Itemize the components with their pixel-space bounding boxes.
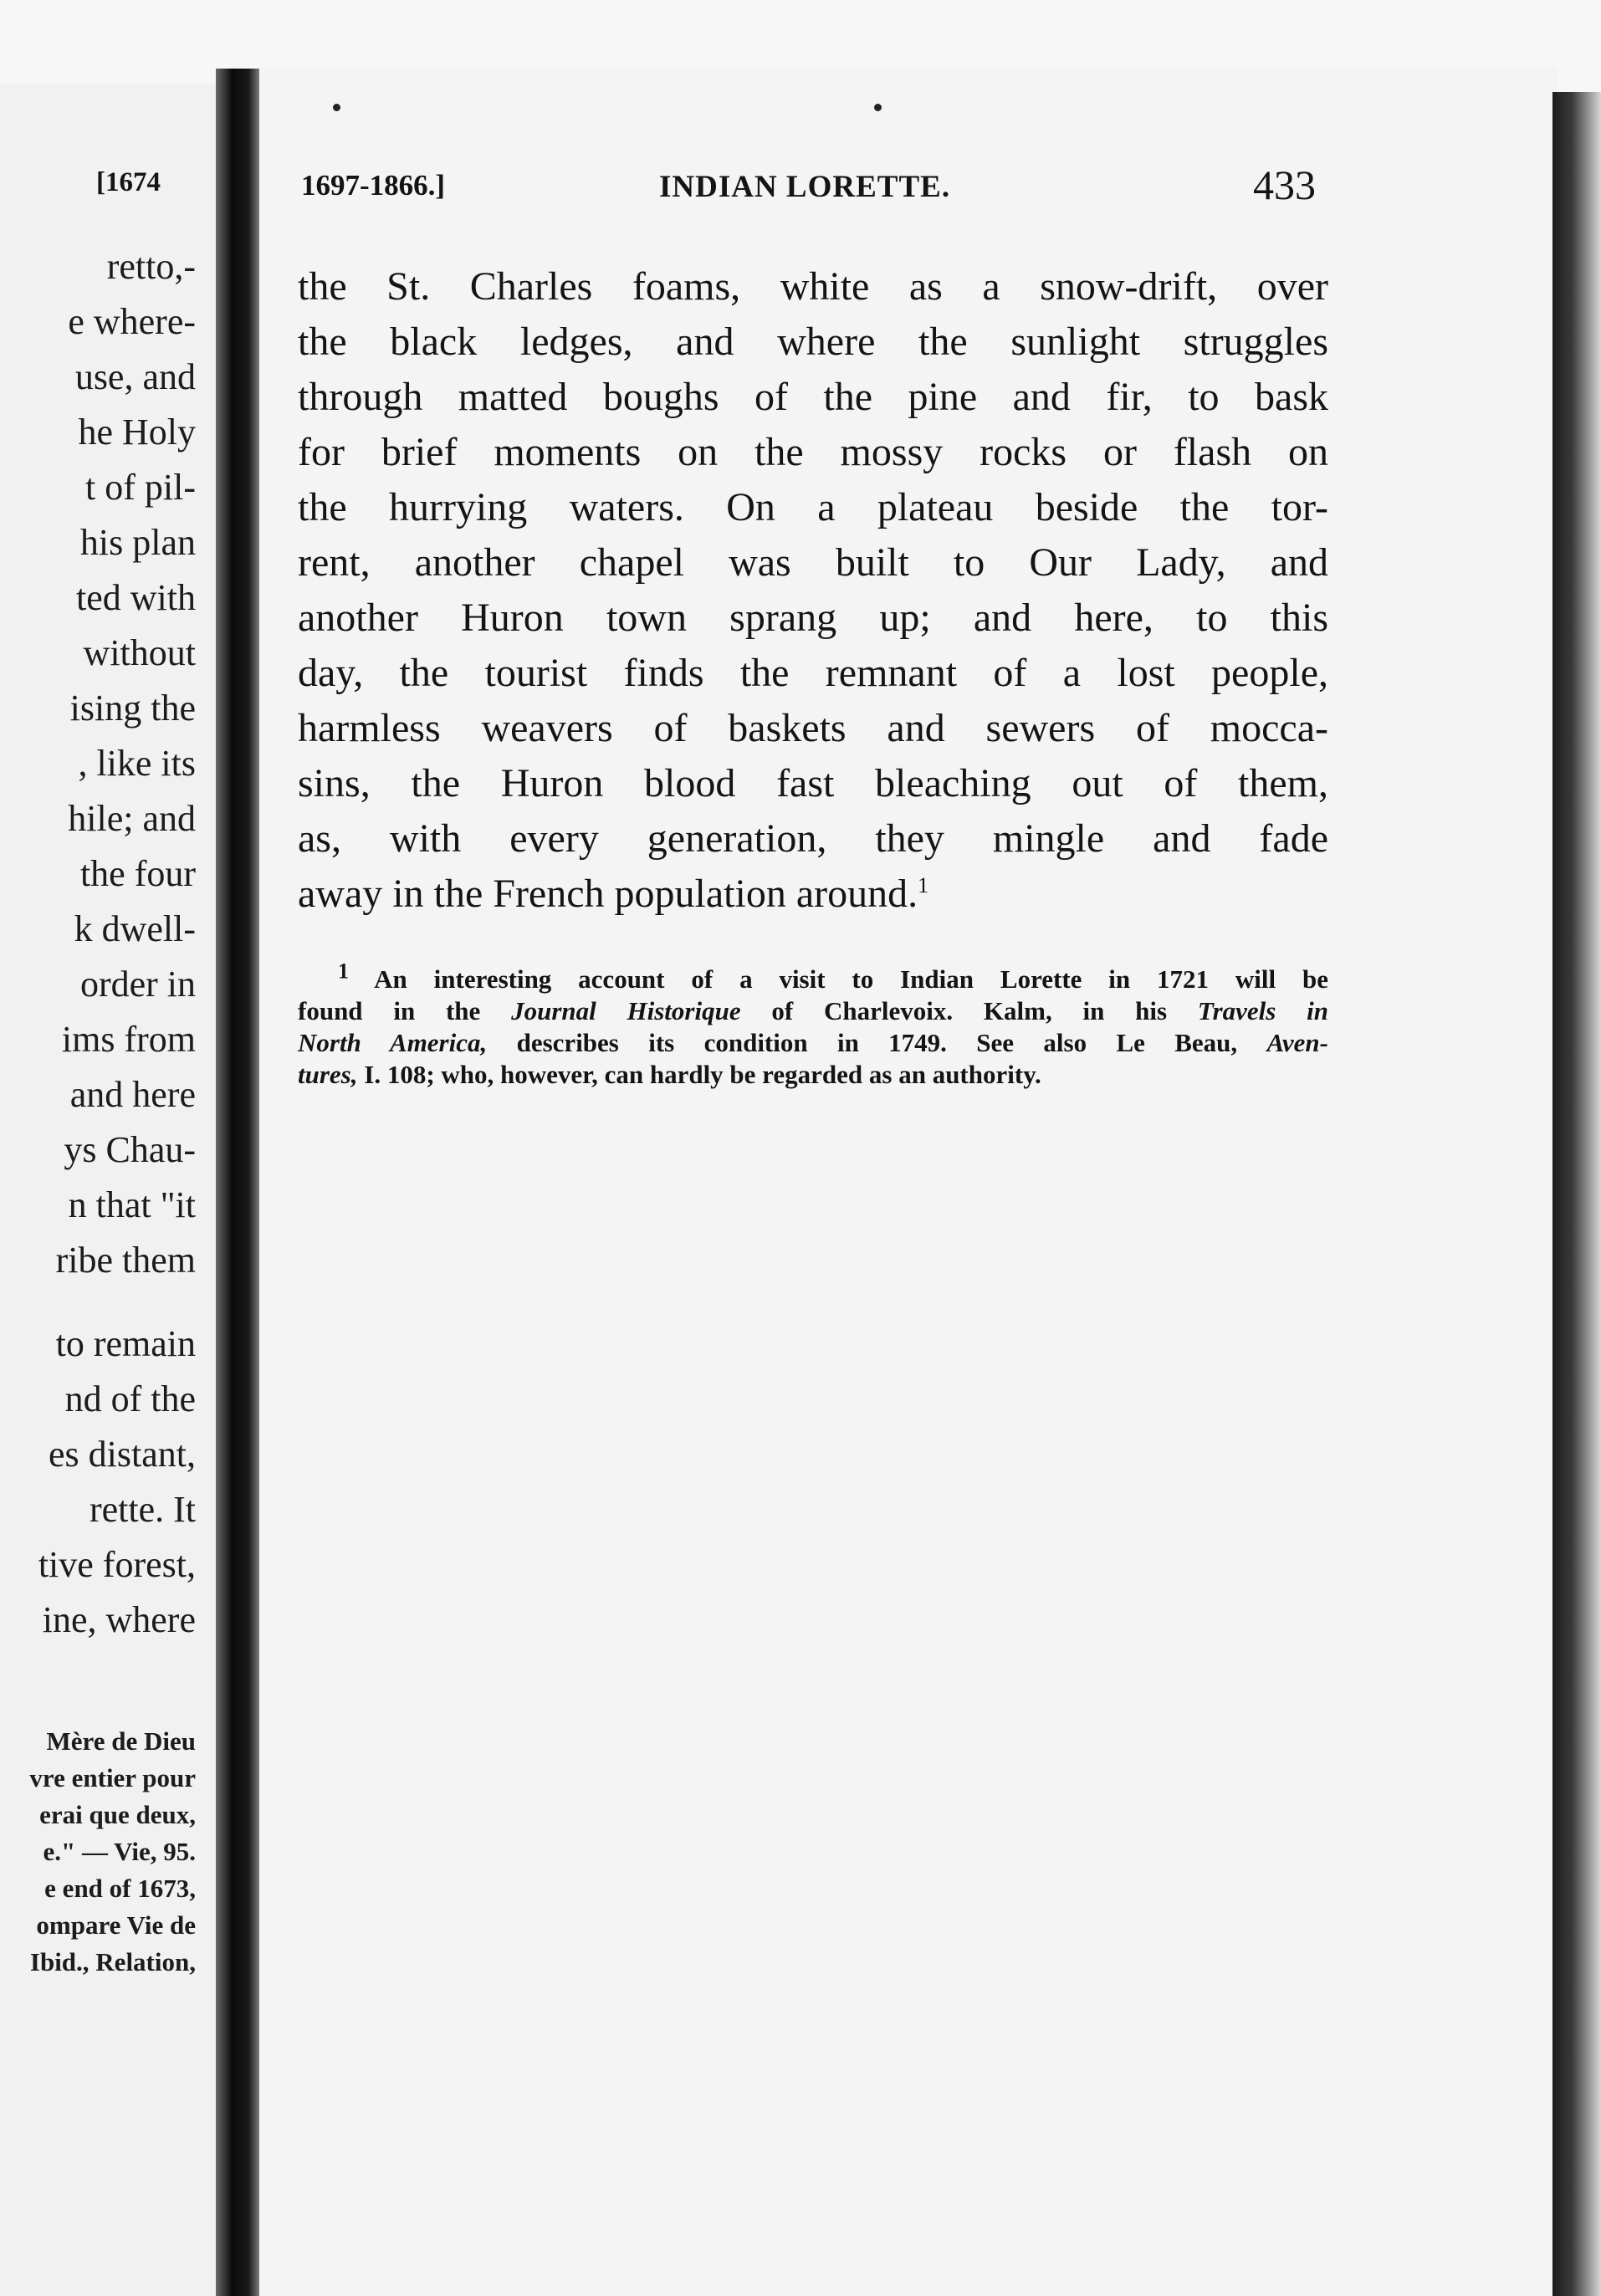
footnote-text: An interesting account of a visit to Indian Lorette in 1721 will be (374, 964, 1328, 994)
running-head (301, 161, 1338, 211)
left-page-line: he Holy (78, 412, 196, 453)
footnote-italic-title: Journal Historique (511, 996, 741, 1025)
left-page-line: retto,- (106, 246, 196, 287)
body-line: for brief moments on the mossy rocks or flash on (298, 430, 1328, 474)
left-page-line: order in (79, 964, 196, 1005)
footnote-text: I. 108; who, however, can hardly be regarded as an authority. (357, 1060, 1041, 1089)
left-page-note-line: e end of 1673, (44, 1874, 196, 1903)
footnote-line (298, 1027, 1328, 1059)
body-line: the hurrying waters. On a plateau beside the tor- (298, 485, 1328, 529)
left-page-line: without (83, 632, 196, 673)
page-edge-shadow (1552, 92, 1601, 2296)
footnote (298, 959, 1335, 1091)
body-line: through matted boughs of the pine and fir, to bask (298, 375, 1328, 419)
footnote-text: of Charlevoix. Kalm, in his (740, 996, 1198, 1025)
running-head-years: 1697-1866.] (301, 169, 446, 202)
left-page-note-line: ompare Vie de (36, 1910, 196, 1940)
footnote-text: found in the (298, 996, 512, 1025)
left-page-line: ys Chau- (64, 1129, 196, 1170)
body-line: the black ledges, and where the sunlight struggles (298, 320, 1328, 364)
body-line-text: away in the French population around. (298, 872, 918, 916)
body-line: rent, another chapel was built to Our Lady, and (298, 540, 1328, 585)
left-page-line: t of pil- (85, 467, 196, 508)
body-text (298, 259, 1335, 922)
footnote-italic-title: Aven- (1266, 1028, 1328, 1057)
left-page-line: rette. It (89, 1489, 196, 1530)
left-page-line: and here (69, 1074, 196, 1115)
left-page-line: , like its (78, 743, 196, 784)
running-head-title: INDIAN LORETTE. (659, 170, 951, 204)
page-number: 433 (1253, 161, 1316, 208)
body-line: day, the tourist finds the remnant of a lost people, (298, 651, 1328, 695)
left-page-line: nd of the (64, 1378, 196, 1419)
left-page-line: ine, where (42, 1599, 196, 1640)
footnote-text: describes its condition in 1749. See also Le Beau, (487, 1028, 1267, 1057)
scan-speck (874, 104, 882, 111)
left-page-line: ising the (69, 688, 196, 729)
left-page-line: ims from (61, 1019, 196, 1060)
left-page-line: ted with (76, 577, 196, 618)
body-line: the St. Charles foams, white as a snow-drift, over (298, 264, 1328, 309)
footnote-mark: 1 (338, 959, 349, 984)
left-page-note-line: vre entier pour (29, 1763, 196, 1792)
left-page-line: k dwell- (74, 908, 196, 949)
left-page-line: ribe them (55, 1240, 196, 1281)
left-page-line: use, and (74, 356, 196, 397)
left-page-line: the four (79, 853, 196, 894)
footnote-italic-title: Travels in (1197, 996, 1328, 1025)
left-page-note-line: erai que deux, (39, 1800, 196, 1829)
left-page-line: e where- (68, 301, 196, 342)
book-gutter (216, 69, 263, 2296)
left-facing-page (0, 84, 219, 2296)
left-page-line: n that "it (68, 1184, 196, 1225)
left-page-note-line: e." — Vie, 95. (43, 1837, 196, 1866)
left-page-line: tive forest, (38, 1544, 196, 1585)
left-page-note-line: Mère de Dieu (46, 1726, 196, 1756)
left-page-header: [1674 (96, 167, 161, 197)
body-line-last (298, 867, 1328, 922)
body-line: as, with every generation, they mingle and fade (298, 816, 1328, 861)
left-page-note-line: Ibid., Relation, (29, 1947, 196, 1976)
footnote-reference: 1 (918, 873, 929, 897)
left-page-line: hile; and (68, 798, 196, 839)
footnote-line (298, 959, 1328, 995)
footnote-italic-title: North America, (298, 1028, 488, 1057)
footnote-italic-title: tures, (298, 1060, 358, 1089)
footnote-line (298, 995, 1328, 1027)
left-page-line: es distant, (49, 1434, 196, 1475)
body-line: harmless weavers of baskets and sewers of mocca- (298, 706, 1328, 750)
body-line: another Huron town sprang up; and here, to this (298, 596, 1328, 640)
footnote-line (298, 1059, 1328, 1091)
body-line: sins, the Huron blood fast bleaching out of them, (298, 761, 1328, 805)
left-page-line: to remain (55, 1323, 196, 1364)
left-page-line: his plan (79, 522, 196, 563)
scan-speck (333, 104, 340, 111)
